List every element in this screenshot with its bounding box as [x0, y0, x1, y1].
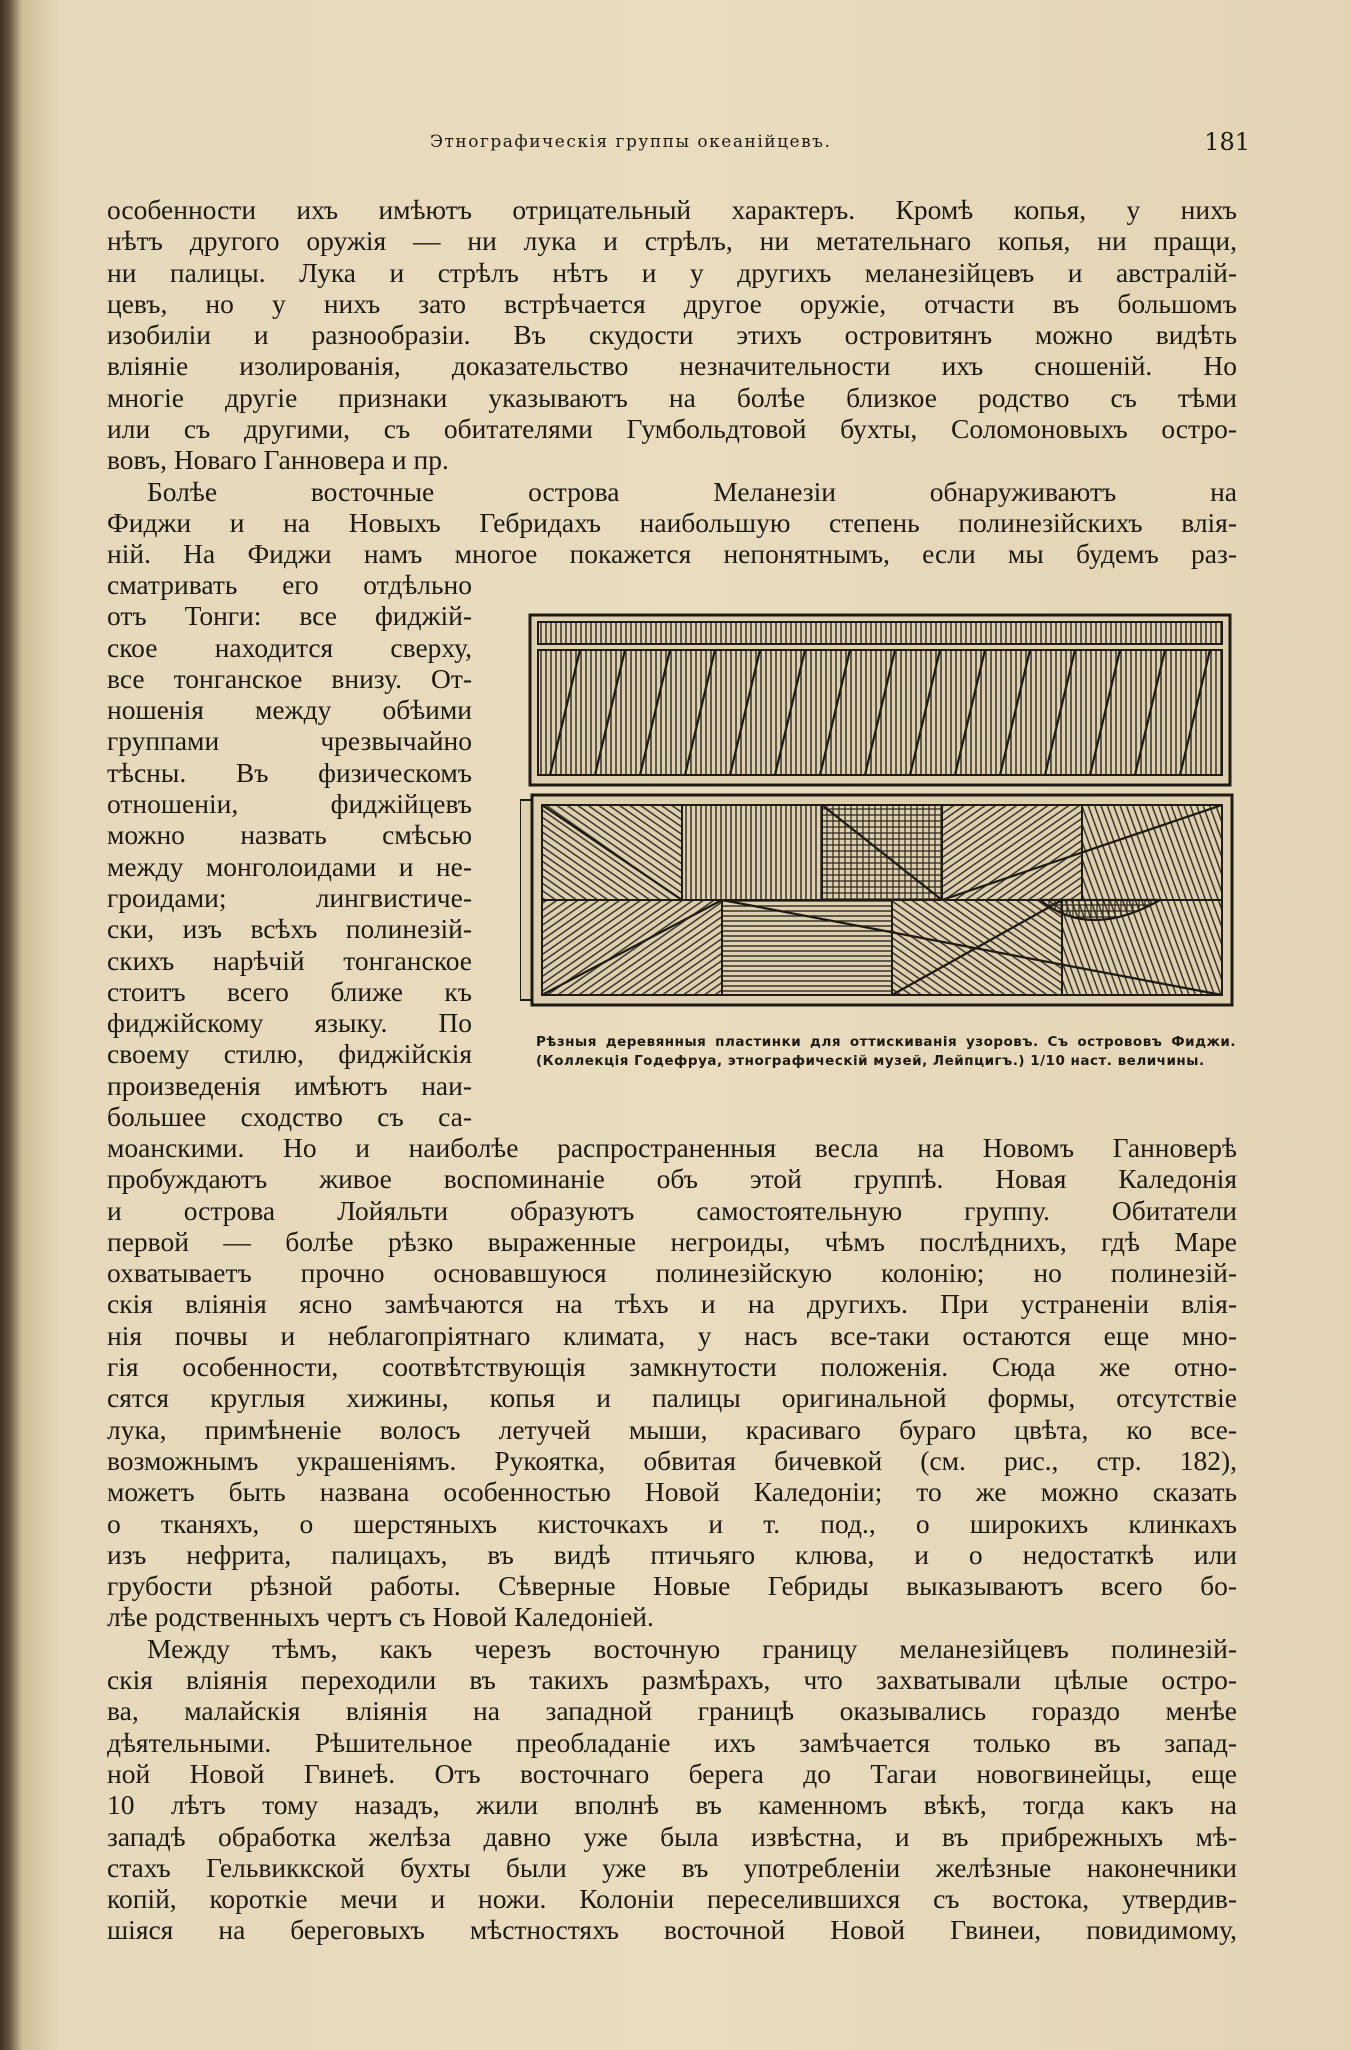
text-line: можетъ быть названа особенностью Новой Каледоніи; то же можно сказать [107, 1476, 1237, 1508]
text-line: Фиджи и на Новыхъ Гебридахъ наибольшую степень полинезійскихъ влія- [107, 506, 1237, 538]
text-line: дѣятельными. Рѣшительное преобладаніе ихъ замѣчается только въ запад- [107, 1726, 1237, 1758]
figure-caption: Рѣзныя деревянныя пластинки для оттискиванія узоровъ. Съ острововъ Фиджи. (Коллекція Годефруа, этнографическій музей, Лейпцигъ.) 1/10 наст. величины. [536, 1034, 1236, 1069]
figure-carved-boards [520, 610, 1245, 1010]
page-header [430, 128, 1250, 164]
text-line: лука, примѣненіе волосъ летучей мыши, красиваго бураго цвѣта, ко все- [107, 1413, 1237, 1445]
page-number: 181 [1204, 128, 1250, 156]
text-line: ское находится сверху, [107, 631, 472, 663]
text-line: вліяніе изолированія, доказательство незначительности ихъ сношеній. Но [107, 350, 1237, 382]
text-line: произведенія имѣютъ наи- [107, 1069, 472, 1101]
text-line: своему стилю, фиджійскія [107, 1038, 472, 1070]
text-line: группами чрезвычайно [107, 725, 472, 757]
text-line: ній. На Фиджи намъ многое покажется непонятнымъ, если мы будемъ раз- [107, 538, 1237, 570]
text-line: шіяся на береговыхъ мѣстностяхъ восточной Новой Гвинеи, повидимому, [107, 1914, 1237, 1946]
text-line: тѣсны. Въ физическомъ [107, 756, 472, 788]
text-line: изобиліи и разнообразіи. Въ скудости этихъ островитянъ можно видѣть [107, 319, 1237, 351]
carved-boards-illustration [520, 610, 1245, 1010]
text-block-top [107, 194, 1237, 570]
text-block-bottom [107, 1132, 1237, 1946]
text-line: гроидами; лингвистиче- [107, 881, 472, 913]
text-line: моанскими. Но и наиболѣе распространенныя весла на Новомъ Ганноверѣ [107, 1132, 1237, 1163]
text-line: Между тѣмъ, какъ черезъ восточную границу меланезійцевъ полинезій- [147, 1632, 1237, 1664]
text-line: 10 лѣтъ тому назадъ, жили вполнѣ въ каменномъ вѣкѣ, тогда какъ на [107, 1789, 1237, 1821]
text-line: гія особенности, соотвѣтствующія замкнутости положенія. Сюда же отно- [107, 1351, 1237, 1383]
text-line: стоитъ всего ближе къ [107, 975, 472, 1007]
text-line: скія вліянія переходили въ такихъ размѣрахъ, что захватывали цѣлые остро- [107, 1664, 1237, 1696]
text-line: о тканяхъ, о шерстяныхъ кисточкахъ и т. под., о широкихъ клинкахъ [107, 1507, 1237, 1539]
text-line: можно назвать смѣсью [107, 819, 472, 851]
text-line: скія вліянія ясно замѣчаются на тѣхъ и на другихъ. При устраненіи влія- [107, 1288, 1237, 1320]
text-line: ношенія между обѣими [107, 694, 472, 726]
text-line: вовъ, Новаго Ганновера и пр. [107, 444, 449, 476]
text-line: ни палицы. Лука и стрѣлъ нѣтъ и у другихъ меланезійцевъ и австралій- [107, 256, 1237, 288]
text-line: и острова Лойяльти образуютъ самостоятельную группу. Обитатели [107, 1194, 1237, 1226]
text-line: лѣе родственныхъ чертъ съ Новой Каледоніей. [107, 1601, 654, 1633]
text-line: или съ другими, съ обитателями Гумбольдтовой бухты, Соломоновыхъ остро- [107, 413, 1237, 445]
text-line: скихъ нарѣчій тонганское [107, 944, 472, 976]
text-line: нія почвы и неблагопріятнаго климата, у насъ все-таки остаются еще мно- [107, 1319, 1237, 1351]
text-line: особенности ихъ имѣютъ отрицательный характеръ. Кромѣ копья, у нихъ [107, 194, 1237, 225]
text-line: пробуждаютъ живое воспоминаніе объ этой группѣ. Новая Каледонія [107, 1163, 1237, 1195]
text-line: большее сходство съ са- [107, 1101, 472, 1133]
text-line: возможнымъ украшеніямъ. Рукоятка, обвитая бичевкой (см. рис., стр. 182), [107, 1444, 1237, 1476]
text-line: многіе другіе признаки указываютъ на болѣе близкое родство съ тѣми [107, 381, 1237, 413]
text-line: стахъ Гельвиккской бухты были уже въ употребленіи желѣзные наконечники [107, 1851, 1237, 1883]
text-line: ски, изъ всѣхъ полинезій- [107, 913, 472, 945]
text-line: охватываетъ прочно основавшуюся полинезійскую колонію; но полинезій- [107, 1257, 1237, 1289]
text-block-left-column [107, 569, 472, 1132]
text-line: нѣтъ другого оружія — ни лука и стрѣлъ, ни метательнаго копья, ни пращи, [107, 225, 1237, 257]
text-line: цевъ, но у нихъ зато встрѣчается другое оружіе, отчасти въ большомъ [107, 287, 1237, 319]
text-line: сматривать его отдѣльно [107, 569, 472, 600]
text-line: западѣ обработка желѣза давно уже была извѣстна, и въ прибрежныхъ мѣ- [107, 1820, 1237, 1852]
text-line: отношеніи, фиджійцевъ [107, 788, 472, 820]
text-line: все тонганское внизу. От- [107, 662, 472, 694]
text-line: ной Новой Гвинеѣ. Отъ восточнаго берега до Тагаи новогвинейцы, еще [107, 1757, 1237, 1789]
text-line: копій, короткіе мечи и ножи. Колоніи переселившихся съ востока, утвердив- [107, 1883, 1237, 1915]
text-line: отъ Тонги: все фиджій- [107, 600, 472, 632]
text-line: ва, малайскія вліянія на западной границѣ оказывались гораздо менѣе [107, 1695, 1237, 1727]
text-line: Болѣе восточные острова Меланезіи обнаруживаютъ на [147, 475, 1237, 507]
text-line: между монголоидами и не- [107, 850, 472, 882]
running-title: Этнографическія группы океанійцевъ. [430, 132, 832, 152]
text-line: сятся круглыя хижины, копья и палицы оригинальной формы, отсутствіе [107, 1382, 1237, 1414]
text-line: изъ нефрита, палицахъ, въ видѣ птичьяго клюва, и о недостаткѣ или [107, 1538, 1237, 1570]
text-line: грубости рѣзной работы. Сѣверные Новые Гебриды выказываютъ всего бо- [107, 1570, 1237, 1602]
text-line: первой — болѣе рѣзко выраженные негроиды, чѣмъ послѣднихъ, гдѣ Маре [107, 1225, 1237, 1257]
text-line: фиджійскому языку. По [107, 1007, 472, 1039]
